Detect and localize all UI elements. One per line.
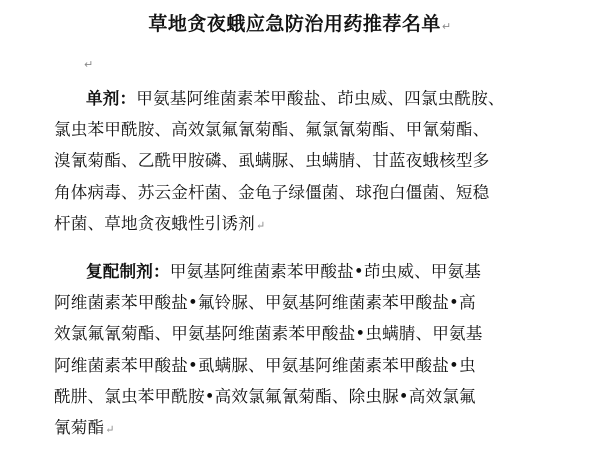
document-title-line [0,11,600,40]
compound-formulations-text: 甲氨基阿维菌素苯甲酸盐•茚虫威、甲氨基 [169,262,482,281]
text-line: 阿维菌素苯甲酸盐•虱螨脲、甲氨基阿维菌素苯甲酸盐•虫 [54,355,476,375]
paragraph-mark-icon: ↵ [105,423,115,437]
text-line [54,256,564,287]
single-agents-paragraph [54,83,564,241]
text-line [54,208,564,241]
single-agents-text: 甲氨基阿维菌素苯甲酸盐、茚虫威、四氯虫酰胺、 [136,89,505,108]
text-line: 角体病毒、苏云金杆菌、金龟子绿僵菌、球孢白僵菌、短稳 [54,182,490,202]
compound-formulations-label: 复配制剂： [86,262,170,281]
paragraph-mark-icon: ↵ [441,20,452,33]
paragraph-mark-icon: ↵ [84,58,94,71]
document-title: 草地贪夜蛾应急防治用药推荐名单 [148,13,441,35]
compound-formulations-text: 氰菊酯 [54,418,105,438]
single-agents-label: 单剂： [86,89,137,108]
text-line: 氯虫苯甲酰胺、高效氯氟氰菊酯、氟氯氰菊酯、甲氰菊酯、 [54,120,490,140]
text-line: 效氯氟氰菊酯、甲氨基阿维菌素苯甲酸盐•虫螨腈、甲氨基 [54,324,483,344]
paragraph-mark-icon: ↵ [255,218,266,232]
text-line [54,83,564,114]
compound-formulations-paragraph [54,256,564,445]
text-line: 阿维菌素苯甲酸盐•氟铃脲、甲氨基阿维菌素苯甲酸盐•高 [54,293,476,313]
text-line: 酰肼、氯虫苯甲酰胺•高效氯氟氰菊酯、除虫脲•高效氯氟 [54,386,476,406]
text-line [54,412,564,445]
single-agents-text: 杆菌、草地贪夜蛾性引诱剂 [54,213,255,233]
text-line: 溴氰菊酯、乙酰甲胺磷、虱螨脲、虫螨腈、甘蓝夜蛾核型多 [54,151,490,171]
